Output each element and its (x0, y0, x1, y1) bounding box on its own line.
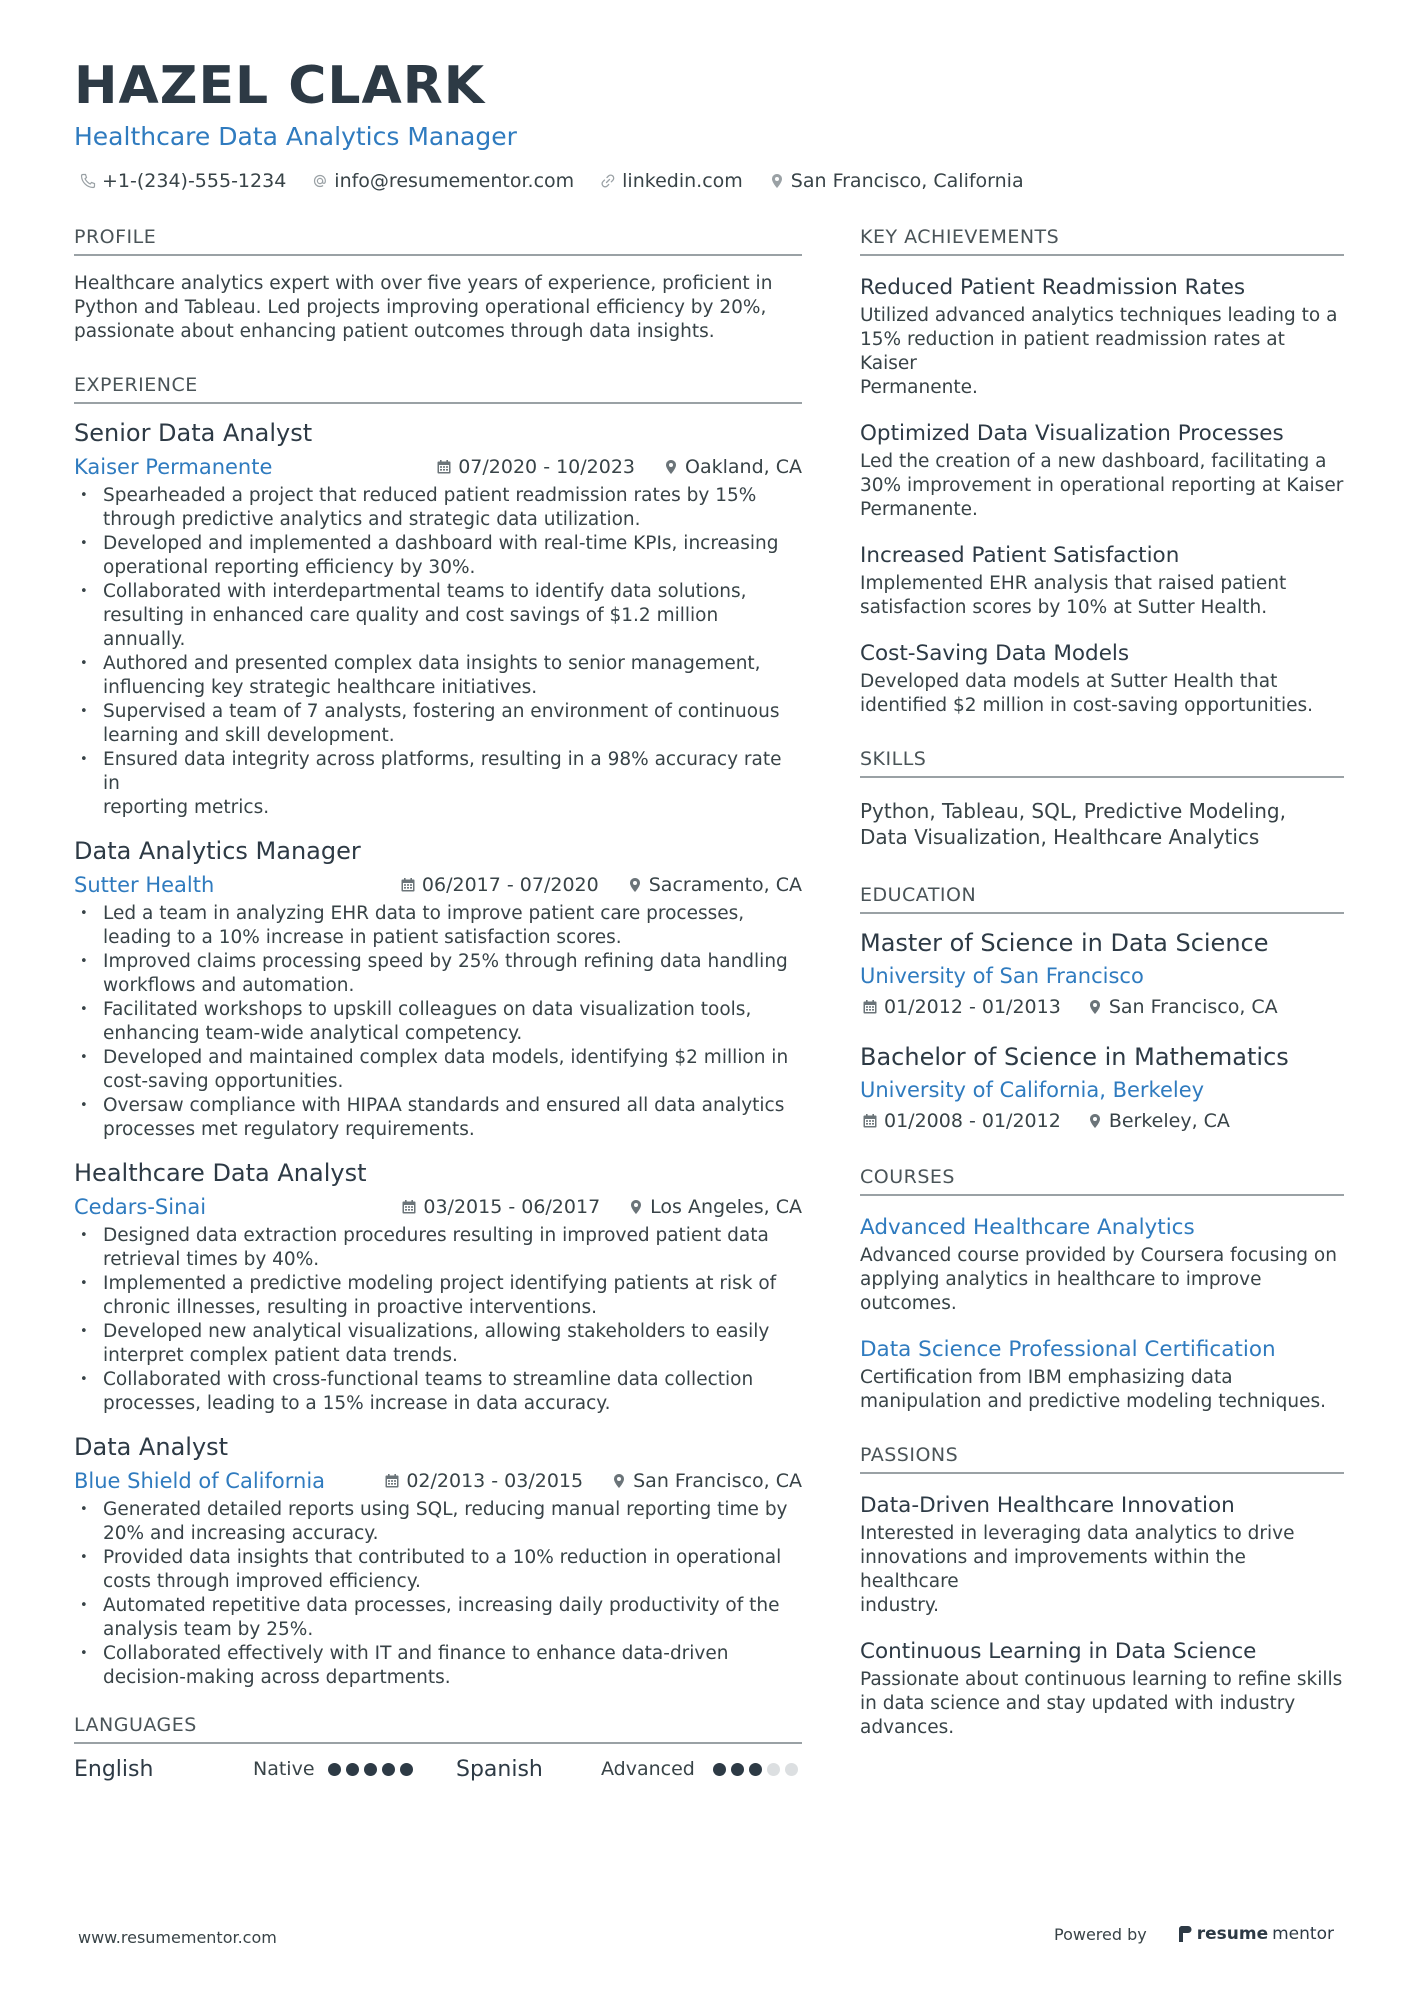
passions-title: Data-Driven Healthcare Innovation (860, 1493, 1235, 1518)
job-title: Data Analyst (74, 1433, 229, 1461)
contact-location (769, 170, 1024, 192)
rating-dot (767, 1763, 780, 1776)
courses-item (860, 1212, 1344, 1316)
job-bullets (74, 484, 802, 820)
contact-phone (80, 170, 286, 192)
bullet-item: • Spearheaded a project that reduced patient readmission rates by 15% through predictive analytics and strategic data utilization. (74, 484, 802, 532)
courses-title[interactable]: Advanced Healthcare Analytics (860, 1215, 1195, 1240)
rating-dot (731, 1763, 744, 1776)
contact-bar (80, 170, 1024, 192)
contact-linkedin[interactable] (600, 170, 743, 192)
brand-bold: resume (1196, 1924, 1269, 1944)
job-dates: 06/2017 - 07/2020 (400, 874, 599, 896)
course-list (860, 1212, 1344, 1414)
job-title: Healthcare Data Analyst (74, 1159, 367, 1187)
achievements-item (860, 272, 1344, 400)
job-location: Oakland, CA (663, 456, 802, 478)
achievements-description: Led the creation of a new dashboard, facilitating a 30% improvement in operational reporting at Kaiser Permanente. (860, 451, 1344, 520)
rating-dot (346, 1763, 359, 1776)
section-title: SKILLS (860, 748, 1344, 778)
education-dates: 01/2012 - 01/2013 (862, 996, 1061, 1018)
rating-dot (749, 1763, 762, 1776)
profile-text: Healthcare analytics expert with over five years of experience, proficient in Python and Tableau. Led projects improving operational efficiency by 20%, passionate about enhancing patient outcomes through data insights. (74, 273, 773, 342)
company-name: Sutter Health (74, 873, 215, 897)
achievements-item (860, 418, 1344, 522)
footer-brand (1054, 1924, 1334, 1944)
section-title: COURSES (860, 1166, 1344, 1196)
calendar-icon (436, 459, 452, 475)
job-meta (74, 450, 802, 484)
rating-dot (364, 1763, 377, 1776)
language-name: Spanish (456, 1756, 543, 1782)
education-entry (860, 926, 1344, 1022)
job-location: Sacramento, CA (627, 874, 802, 896)
school-name: University of California, Berkeley (860, 1078, 1205, 1102)
language-level: Native (253, 1758, 315, 1780)
map-pin-icon (1087, 1113, 1103, 1129)
candidate-role: Healthcare Data Analytics Manager (74, 122, 517, 151)
calendar-icon (401, 1199, 417, 1215)
section-title: PROFILE (74, 226, 802, 256)
achievements-item (860, 540, 1344, 620)
company-name: Kaiser Permanente (74, 455, 273, 479)
job-list (74, 416, 802, 1690)
right-column (860, 226, 1344, 1770)
section-title: LANGUAGES (74, 1714, 802, 1744)
phone-text: +1-(234)-555-1234 (102, 170, 287, 192)
footer-website[interactable]: www.resumementor.com (78, 1928, 277, 1947)
passions-title: Continuous Learning in Data Science (860, 1639, 1257, 1664)
bullet-item: • Collaborated with interdepartmental teams to identify data solutions, resulting in enhanced care quality and cost savings of $1.2 million annually. (74, 580, 802, 652)
passions-description: Passionate about continuous learning to refine skills in data science and stay updated with industry advances. (860, 1669, 1343, 1738)
education-meta (860, 1106, 1344, 1136)
job-entry (74, 834, 802, 1142)
achievements-title: Reduced Patient Readmission Rates (860, 275, 1246, 300)
bullet-item: • Implemented a predictive modeling project identifying patients at risk of chronic illnesses, resulting in proactive interventions. (74, 1272, 802, 1320)
link-icon (600, 173, 616, 189)
job-meta (74, 868, 802, 902)
job-meta (74, 1464, 802, 1498)
education-entry (860, 1040, 1344, 1136)
achievements-description: Implemented EHR analysis that raised patient satisfaction scores by 10% at Sutter Health. (860, 573, 1287, 618)
language-level: Advanced (601, 1758, 695, 1780)
section-title: EXPERIENCE (74, 374, 802, 404)
email-text: info@resumementor.com (334, 170, 575, 192)
education-list (860, 926, 1344, 1136)
job-title: Senior Data Analyst (74, 419, 313, 447)
left-column (74, 226, 802, 1816)
rating-dot (400, 1763, 413, 1776)
bullet-item: • Developed and implemented a dashboard with real-time KPIs, increasing operational reporting efficiency by 30%. (74, 532, 802, 580)
achievements-description: Developed data models at Sutter Health that identified $2 million in cost-saving opportunities. (860, 671, 1314, 716)
section-title: PASSIONS (860, 1444, 1344, 1474)
education-dates: 01/2008 - 01/2012 (862, 1110, 1061, 1132)
job-title: Data Analytics Manager (74, 837, 361, 865)
passions-description: Interested in leveraging data analytics to drive innovations and improvements within the healthcare industry. (860, 1523, 1295, 1616)
skills-text: Python, Tableau, SQL, Predictive Modeling, Data Visualization, Healthcare Analytics (860, 799, 1286, 849)
courses-title[interactable]: Data Science Professional Certification (860, 1337, 1276, 1362)
brand-logo-icon (1177, 1925, 1193, 1943)
job-bullets (74, 902, 802, 1142)
courses-description: Advanced course provided by Coursera focusing on applying analytics in healthcare to improve outcomes. (860, 1245, 1337, 1314)
achievements-title: Cost-Saving Data Models (860, 641, 1130, 666)
bullet-item: • Ensured data integrity across platforms, resulting in a 98% accuracy rate in reporting metrics. (74, 748, 802, 820)
company-name: Cedars-Sinai (74, 1195, 207, 1219)
bullet-item: • Authored and presented complex data insights to senior management, influencing key strategic healthcare initiatives. (74, 652, 802, 700)
skills-section (860, 748, 1344, 850)
bullet-item: • Designed data extraction procedures resulting in improved patient data retrieval times by 40%. (74, 1224, 802, 1272)
map-pin-icon (611, 1473, 627, 1489)
bullet-item: • Oversaw compliance with HIPAA standards and ensured all data analytics processes met regulatory requirements. (74, 1094, 802, 1142)
education-section (860, 884, 1344, 1136)
language-name: English (74, 1756, 154, 1782)
job-entry (74, 416, 802, 820)
passions-item (860, 1490, 1344, 1618)
job-bullets (74, 1224, 802, 1416)
candidate-name: HAZEL CLARK (74, 56, 486, 116)
phone-icon (80, 173, 96, 189)
linkedin-text: linkedin.com (622, 170, 743, 192)
passion-list (860, 1490, 1344, 1740)
rating-dot (785, 1763, 798, 1776)
job-meta (74, 1190, 802, 1224)
job-entry (74, 1430, 802, 1690)
company-name: Blue Shield of California (74, 1469, 326, 1493)
job-location: Los Angeles, CA (628, 1196, 802, 1218)
bullet-item: • Supervised a team of 7 analysts, fostering an environment of continuous learning and skill development. (74, 700, 802, 748)
education-location: San Francisco, CA (1087, 996, 1278, 1018)
achievements-title: Increased Patient Satisfaction (860, 543, 1180, 568)
passions-item (860, 1636, 1344, 1740)
rating-dot (382, 1763, 395, 1776)
bullet-item: • Generated detailed reports using SQL, reducing manual reporting time by 20% and increasing accuracy. (74, 1498, 802, 1546)
education-meta (860, 992, 1344, 1022)
job-dates: 03/2015 - 06/2017 (401, 1196, 600, 1218)
courses-description: Certification from IBM emphasizing data manipulation and predictive modeling techniques. (860, 1367, 1327, 1412)
map-pin-icon (628, 1199, 644, 1215)
job-location: San Francisco, CA (611, 1470, 802, 1492)
section-title: KEY ACHIEVEMENTS (860, 226, 1344, 256)
calendar-icon (862, 1113, 878, 1129)
bullet-item: • Led a team in analyzing EHR data to improve patient care processes, leading to a 10% increase in patient satisfaction scores. (74, 902, 802, 950)
job-bullets (74, 1498, 802, 1690)
contact-email[interactable] (312, 170, 574, 192)
bullet-item: • Automated repetitive data processes, increasing daily productivity of the analysis team by 25%. (74, 1594, 802, 1642)
education-location: Berkeley, CA (1087, 1110, 1230, 1132)
achievements-item (860, 638, 1344, 718)
achievements-title: Optimized Data Visualization Processes (860, 421, 1284, 446)
bullet-item: • Provided data insights that contributed to a 10% reduction in operational costs through improved efficiency. (74, 1546, 802, 1594)
rating-dot (328, 1763, 341, 1776)
achievements-section (860, 226, 1344, 718)
courses-item (860, 1334, 1344, 1414)
map-pin-icon (627, 877, 643, 893)
job-dates: 02/2013 - 03/2015 (384, 1470, 583, 1492)
rating-dot (713, 1763, 726, 1776)
degree-title: Bachelor of Science in Mathematics (860, 1043, 1289, 1071)
bullet-item: • Developed new analytical visualizations, allowing stakeholders to easily interpret complex patient data trends. (74, 1320, 802, 1368)
map-pin-icon (663, 459, 679, 475)
at-icon (312, 173, 328, 189)
job-entry (74, 1156, 802, 1416)
language-list (74, 1752, 802, 1786)
bullet-item: • Improved claims processing speed by 25% through refining data handling workflows and automation. (74, 950, 802, 998)
job-dates: 07/2020 - 10/2023 (436, 456, 635, 478)
map-pin-icon (1087, 999, 1103, 1015)
powered-by-text: Powered by (1054, 1924, 1147, 1944)
experience-section (74, 374, 802, 1690)
calendar-icon (400, 877, 416, 893)
bullet-item: • Facilitated workshops to upskill colleagues on data visualization tools, enhancing team-wide analytical competency. (74, 998, 802, 1046)
section-title: EDUCATION (860, 884, 1344, 914)
brand-rest: mentor (1272, 1924, 1334, 1944)
degree-title: Master of Science in Data Science (860, 929, 1269, 957)
profile-section (74, 226, 802, 344)
courses-section (860, 1166, 1344, 1414)
bullet-item: • Collaborated effectively with IT and finance to enhance data-driven decision-making across departments. (74, 1642, 802, 1690)
bullet-item: • Developed and maintained complex data models, identifying $2 million in cost-saving opportunities. (74, 1046, 802, 1094)
language-rating (713, 1763, 798, 1776)
brand-logo (1177, 1924, 1334, 1944)
location-text: San Francisco, California (790, 170, 1024, 192)
passions-section (860, 1444, 1344, 1740)
school-name: University of San Francisco (860, 964, 1144, 988)
achievement-list (860, 272, 1344, 718)
map-pin-icon (769, 173, 785, 189)
bullet-item: • Collaborated with cross-functional teams to streamline data collection processes, leading to a 15% increase in data accuracy. (74, 1368, 802, 1416)
achievements-description: Utilized advanced analytics techniques leading to a 15% reduction in patient readmission rates at Kaiser Permanente. (860, 305, 1338, 398)
languages-section (74, 1714, 802, 1786)
calendar-icon (384, 1473, 400, 1489)
language-rating (328, 1763, 456, 1776)
calendar-icon (862, 999, 878, 1015)
